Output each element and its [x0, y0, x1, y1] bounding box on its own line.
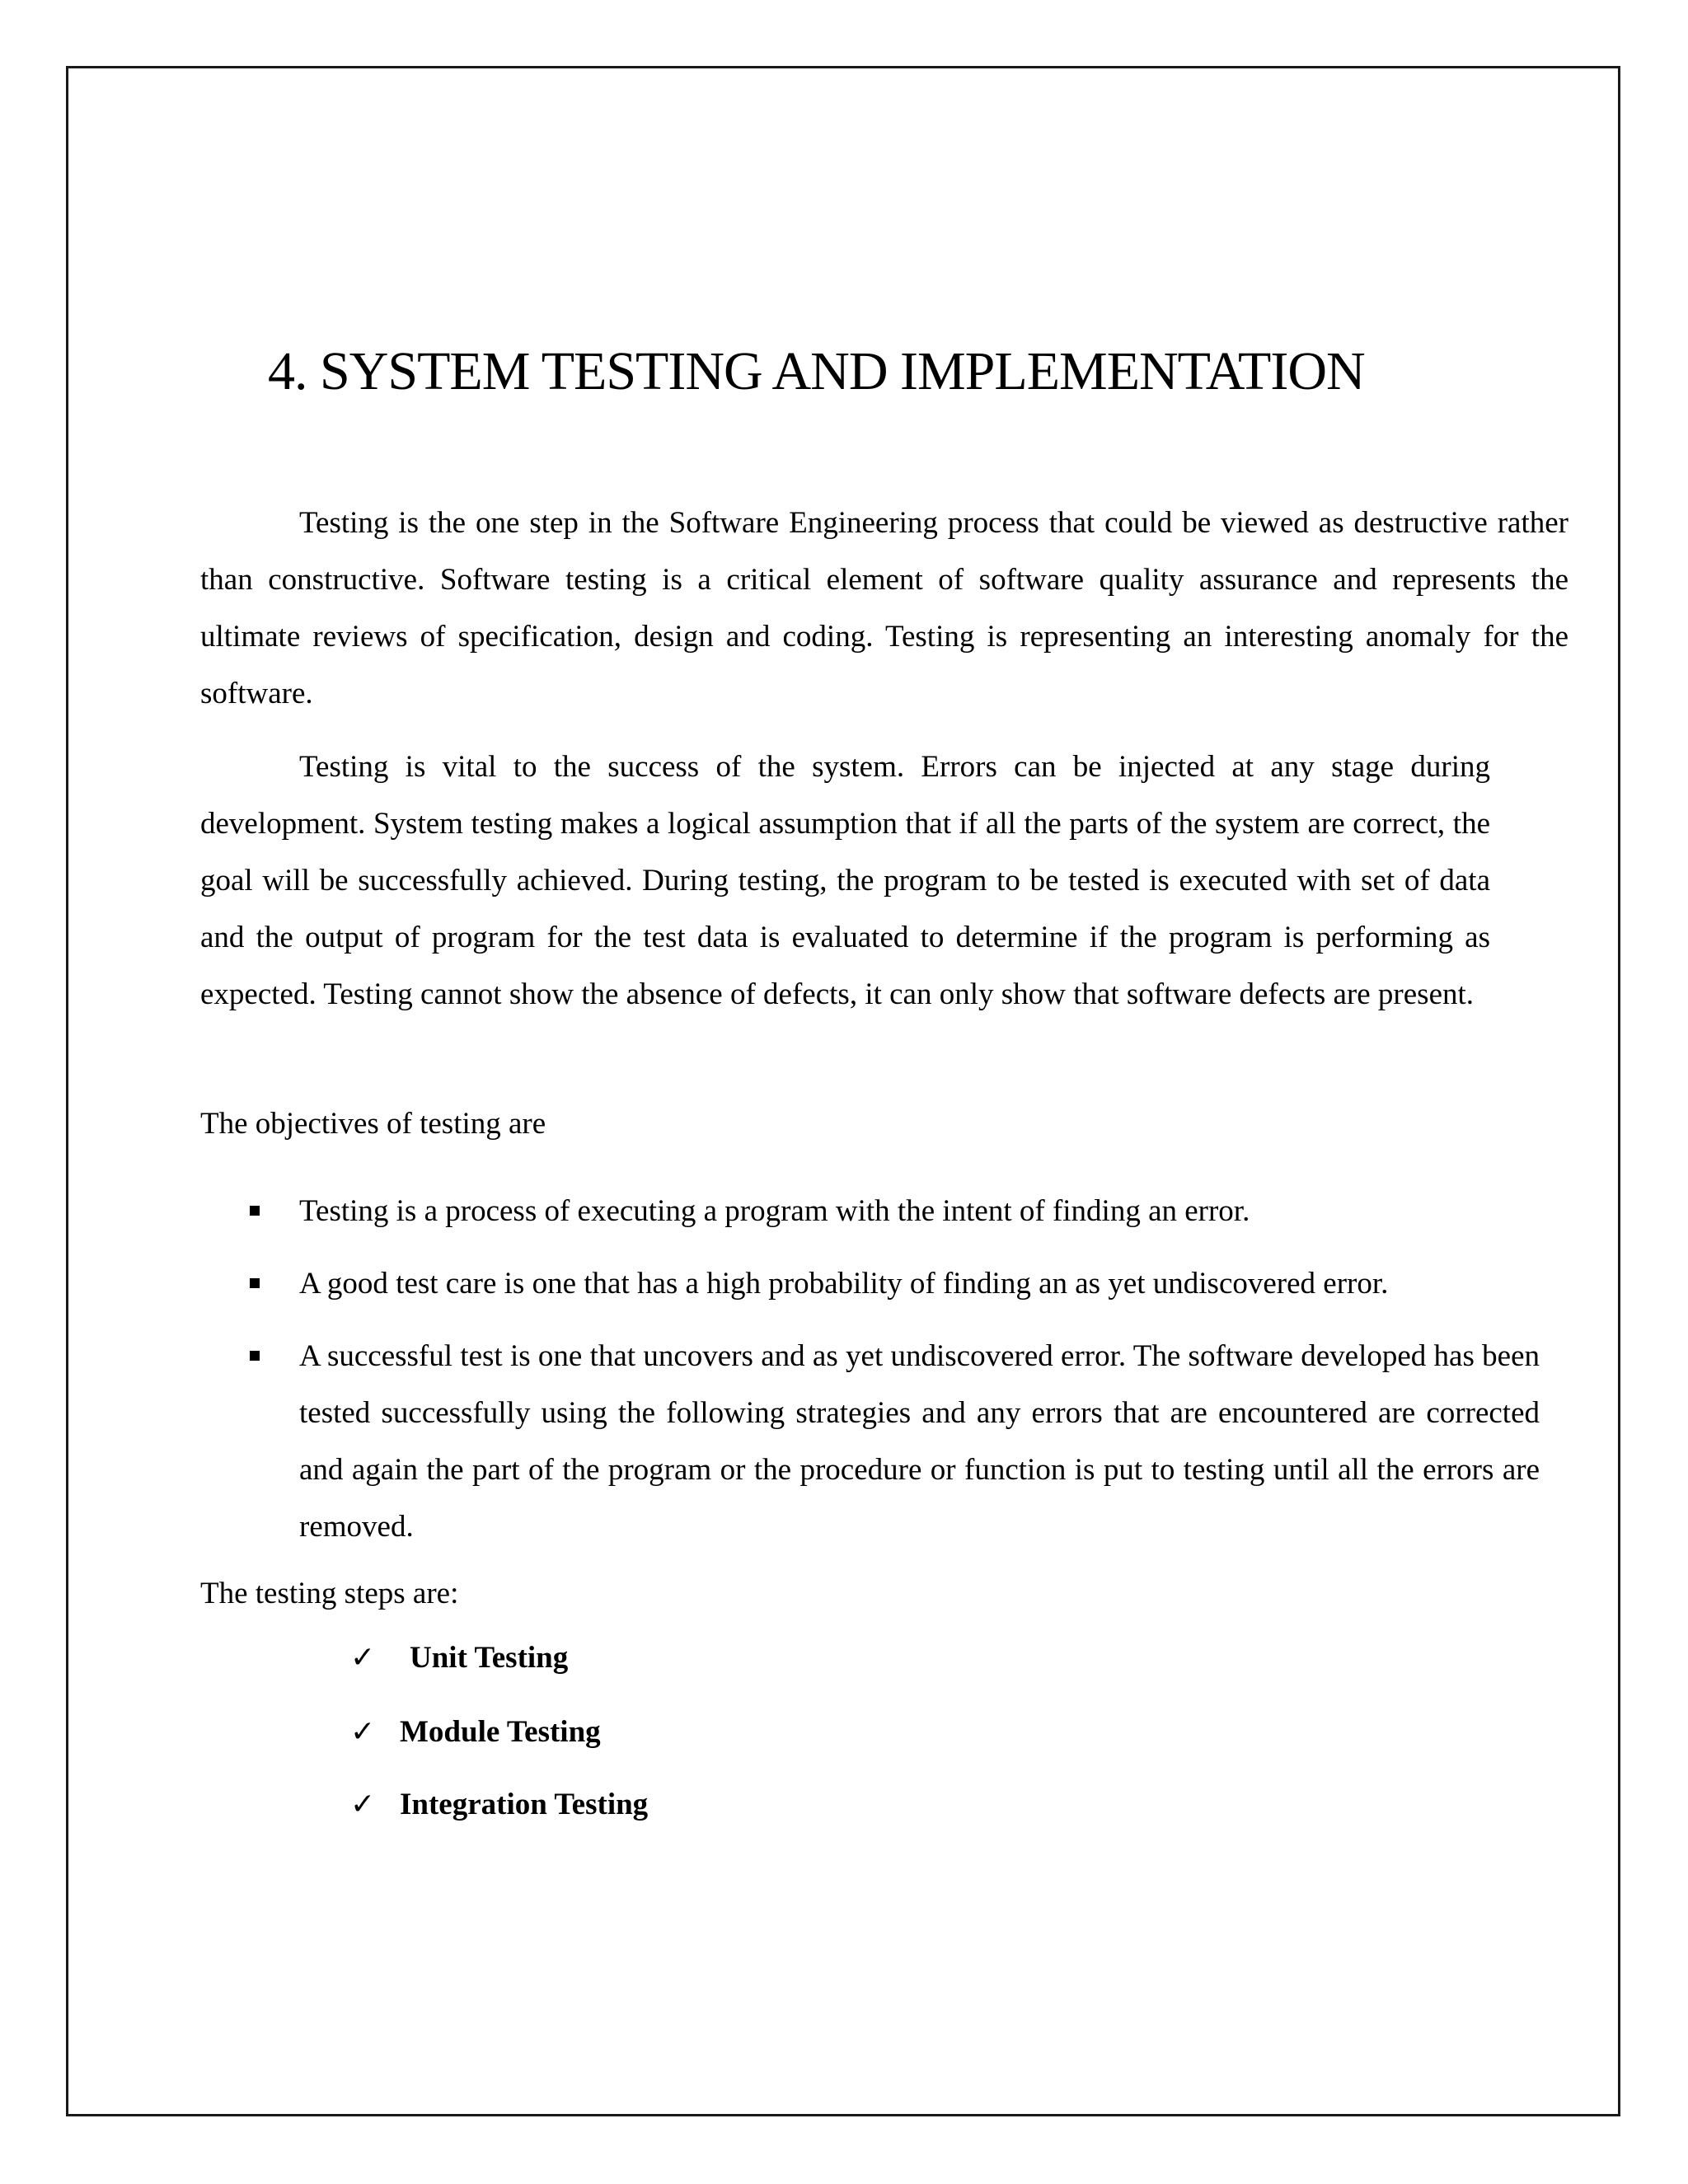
- importance-paragraph-text: Testing is vital to the success of the system. Errors can be injected at any stage during development. System testing makes a logical assumption that if all the parts of the system are correct, the goal will be successfully achieved. During testing, the program to be tested is executed with set of data and the output of program for the test data is evaluated to determine if the program is performing as expected. Testing cannot show the absence of defects, it can only show that software defects are present.: [200, 750, 1490, 1011]
- steps-label: The testing steps are:: [200, 1577, 459, 1610]
- importance-paragraph: [200, 738, 1490, 1023]
- checkmark-icon: ✓: [350, 1788, 376, 1821]
- objective-text: A successful test is one that uncovers and as yet undiscovered error. The software developed has been tested successfully using the following strategies and any errors that are encountered are corrected and again the part of the program or the procedure or function is put to testing until all the errors are removed.: [299, 1339, 1540, 1544]
- objective-text: A good test care is one that has a high probability of finding an as yet undiscovered error.: [299, 1267, 1389, 1301]
- intro-paragraph-text: Testing is the one step in the Software Engineering process that could be viewed as destructive rather than constructive. Software testing is a critical element of software quality assurance and represents the ultimate reviews of specification, design and coding. Testing is representing an interesting anomaly for the software.: [200, 506, 1568, 710]
- step-label: Module Testing: [400, 1715, 601, 1749]
- page-title: 4. SYSTEM TESTING AND IMPLEMENTATION: [268, 341, 1365, 401]
- step-label: Integration Testing: [400, 1788, 649, 1821]
- square-bullet-icon: [250, 1278, 260, 1288]
- square-bullet-icon: [250, 1351, 260, 1361]
- objectives-label: The objectives of testing are: [200, 1107, 546, 1141]
- square-bullet-icon: [250, 1206, 260, 1216]
- objective-text: Testing is a process of executing a program with the intent of finding an error.: [299, 1194, 1250, 1228]
- list-item: [350, 1640, 568, 1675]
- checkmark-icon: ✓: [350, 1641, 376, 1675]
- intro-paragraph: [200, 494, 1568, 722]
- checkmark-icon: ✓: [350, 1715, 376, 1749]
- step-label: Unit Testing: [410, 1641, 569, 1675]
- list-item: [350, 1787, 648, 1822]
- list-item: [350, 1714, 601, 1750]
